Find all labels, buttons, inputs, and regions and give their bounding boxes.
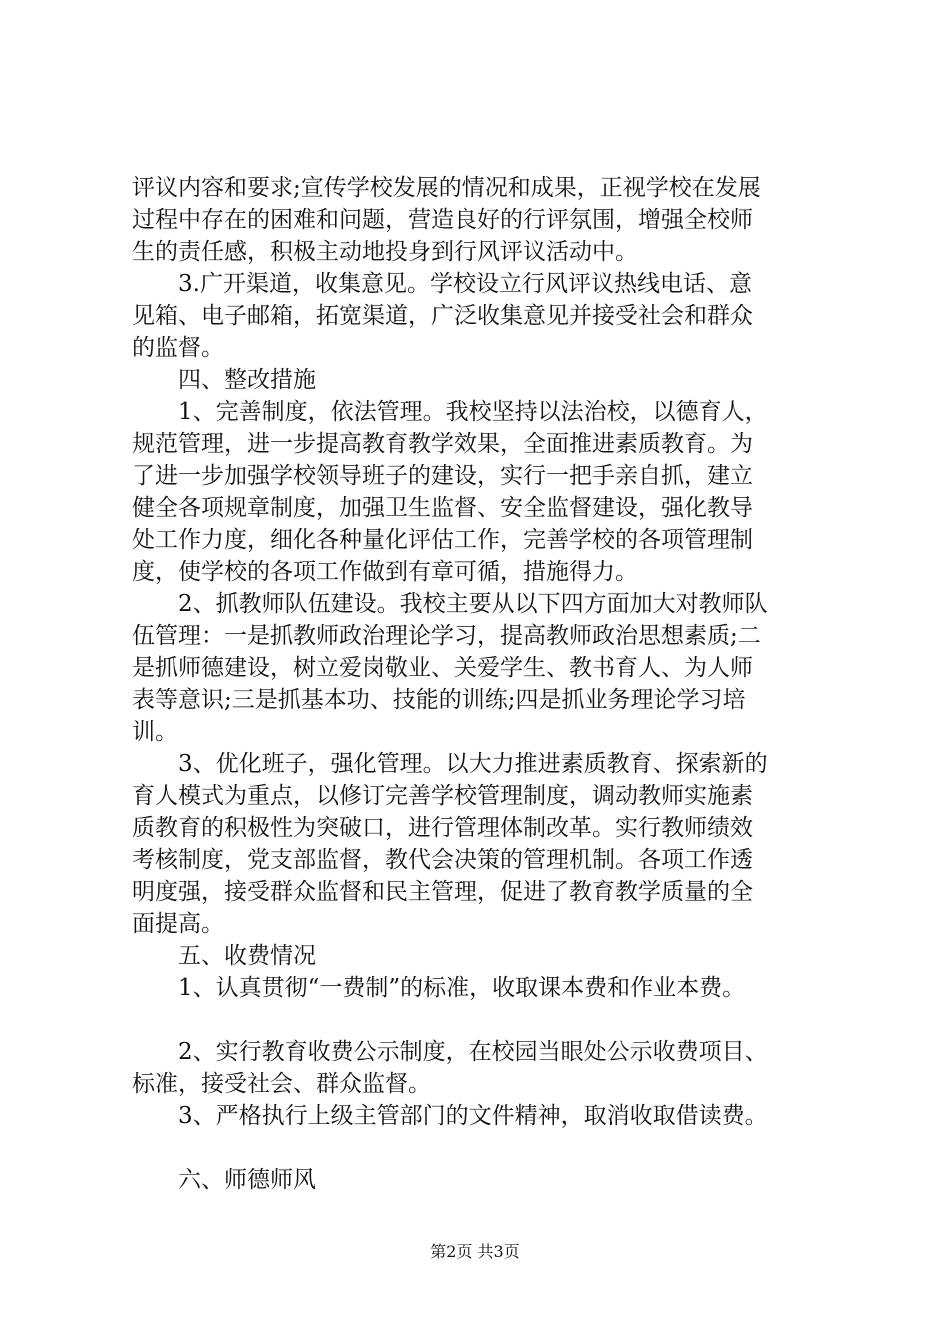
text-line: 了进一步加强学校领导班子的建设，实行一把手亲自抓，建立 xyxy=(132,463,753,489)
text-line: 健全各项规章制度，加强卫生监督、安全监督建设，强化教导 xyxy=(132,495,753,521)
text-line: 规范管理，进一步提高教育教学效果，全面推进素质教育。为 xyxy=(132,431,753,457)
blank-line xyxy=(132,1132,832,1164)
text-line: 过程中存在的困难和问题，营造良好的行评氛围，增强全校师 xyxy=(132,207,753,233)
paragraph-start: 3.广开渠道，收集意见。学校设立行风评议热线电话、意 xyxy=(178,271,752,297)
text-line: 生的责任感，积极主动地投身到行风评议活动中。 xyxy=(132,239,638,265)
text-line: 伍管理：一是抓教师政治理论学习，提高教师政治思想素质;二 xyxy=(132,623,761,649)
text-line: 育人模式为重点，以修订完善学校管理制度，调动教师实施素 xyxy=(132,783,753,809)
text-line: 面提高。 xyxy=(132,911,224,937)
text-line: 标准，接受社会、群众监督。 xyxy=(132,1071,431,1097)
paragraph-start: 3、严格执行上级主管部门的文件精神，取消收取借读费。 xyxy=(178,1103,768,1129)
blank-line xyxy=(132,1004,832,1036)
section-heading: 五、收费情况 xyxy=(178,943,316,969)
section-heading: 四、整改措施 xyxy=(178,367,316,393)
document-body xyxy=(132,172,832,1196)
paragraph-start: 2、抓教师队伍建设。我校主要从以下四方面加大对教师队 xyxy=(178,591,768,617)
text-line: 训。 xyxy=(132,719,178,745)
text-line: 见箱、电子邮箱，拓宽渠道，广泛收集意见并接受社会和群众 xyxy=(132,303,753,329)
paragraph-start: 1、认真贯彻“一费制”的标准，收取课本费和作业本费。 xyxy=(178,975,746,1001)
section-heading: 六、师德师风 xyxy=(178,1167,316,1193)
text-line: 质教育的积极性为突破口，进行管理体制改革。实行教师绩效 xyxy=(132,815,753,841)
text-line: 评议内容和要求;宣传学校发展的情况和成果，正视学校在发展 xyxy=(132,175,761,201)
text-line: 的监督。 xyxy=(132,335,224,361)
paragraph-start: 3、优化班子，强化管理。以大力推进素质教育、探索新的 xyxy=(178,751,768,777)
text-line: 表等意识;三是抓基本功、技能的训练;四是抓业务理论学习培 xyxy=(132,687,746,713)
text-line: 考核制度，党支部监督，教代会决策的管理机制。各项工作透 xyxy=(132,847,753,873)
paragraph-start: 2、实行教育收费公示制度，在校园当眼处公示收费项目、 xyxy=(178,1039,768,1065)
page-number-footer: 第2页 共3页 xyxy=(430,1242,520,1261)
text-line: 明度强，接受群众监督和民主管理，促进了教育教学质量的全 xyxy=(132,879,753,905)
text-line: 度，使学校的各项工作做到有章可循，措施得力。 xyxy=(132,559,638,585)
text-line: 是抓师德建设，树立爱岗敬业、关爱学生、教书育人、为人师 xyxy=(132,655,753,681)
text-line: 处工作力度，细化各种量化评估工作，完善学校的各项管理制 xyxy=(132,527,753,553)
paragraph-start: 1、完善制度，依法管理。我校坚持以法治校，以德育人， xyxy=(178,399,768,425)
